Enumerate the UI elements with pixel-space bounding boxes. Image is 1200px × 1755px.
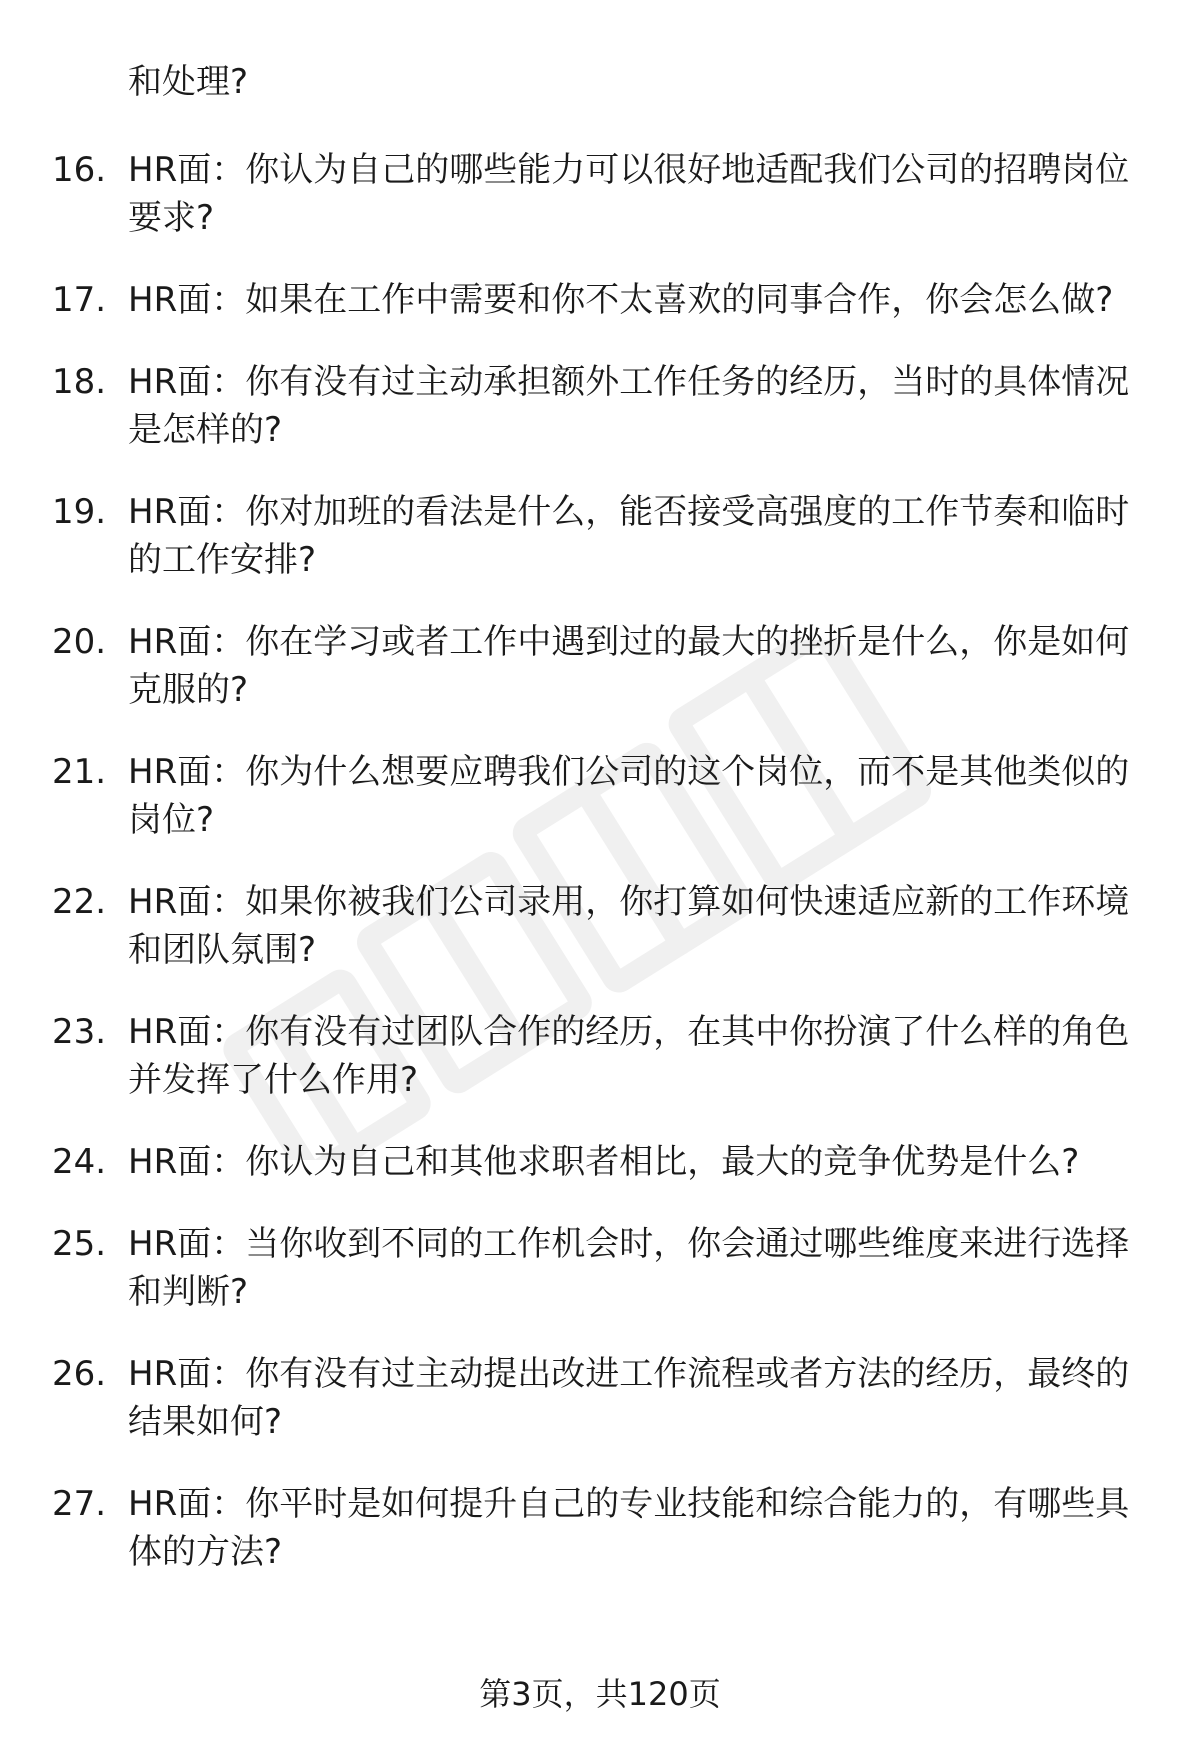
question-item	[0, 358, 1200, 454]
question-number: 20.	[52, 622, 107, 662]
question-number: 26.	[52, 1354, 107, 1394]
question-text: HR面：你认为自己的哪些能力可以很好地适配我们公司的招聘岗位要求?	[128, 150, 1130, 238]
question-number: 24.	[52, 1142, 107, 1182]
question-text: HR面：如果你被我们公司录用，你打算如何快速适应新的工作环境和团队氛围?	[128, 882, 1130, 970]
question-number: 27.	[52, 1484, 107, 1524]
question-text: HR面：你认为自己和其他求职者相比，最大的竞争优势是什么?	[128, 1142, 1080, 1182]
question-item	[0, 488, 1200, 584]
question-text: HR面：你有没有过主动承担额外工作任务的经历，当时的具体情况是怎样的?	[128, 362, 1130, 450]
page-footer: 第3页，共120页	[479, 1675, 721, 1713]
question-text: HR面：你在学习或者工作中遇到过的最大的挫折是什么，你是如何克服的?	[128, 622, 1130, 710]
question-text: HR面：你为什么想要应聘我们公司的这个岗位，而不是其他类似的岗位?	[128, 752, 1130, 840]
question-number: 25.	[52, 1224, 107, 1264]
question-item	[0, 1220, 1200, 1316]
question-number: 21.	[52, 752, 107, 792]
question-item	[0, 146, 1200, 242]
question-text: HR面：你对加班的看法是什么，能否接受高强度的工作节奏和临时的工作安排?	[128, 492, 1130, 580]
question-text: HR面：当你收到不同的工作机会时，你会通过哪些维度来进行选择和判断?	[128, 1224, 1130, 1312]
question-item	[0, 878, 1200, 974]
question-item	[0, 1350, 1200, 1446]
question-text: HR面：你有没有过主动提出改进工作流程或者方法的经历，最终的结果如何?	[128, 1354, 1130, 1442]
question-text: HR面：如果在工作中需要和你不太喜欢的同事合作，你会怎么做?	[128, 280, 1114, 320]
question-text: HR面：你平时是如何提升自己的专业技能和综合能力的，有哪些具体的方法?	[128, 1484, 1130, 1572]
question-text: HR面：你有没有过团队合作的经历，在其中你扮演了什么样的角色并发挥了什么作用?	[128, 1012, 1130, 1100]
question-number: 22.	[52, 882, 107, 922]
question-item	[0, 276, 1200, 324]
question-item	[0, 748, 1200, 844]
continuation-text: 和处理?	[128, 62, 249, 102]
question-item	[0, 1480, 1200, 1576]
question-number: 19.	[52, 492, 107, 532]
question-item	[0, 1008, 1200, 1104]
question-item	[0, 618, 1200, 714]
question-item	[0, 1138, 1200, 1186]
question-number: 16.	[52, 150, 107, 190]
question-list	[0, 146, 1200, 1610]
question-number: 23.	[52, 1012, 107, 1052]
question-number: 17.	[52, 280, 107, 320]
question-number: 18.	[52, 362, 107, 402]
